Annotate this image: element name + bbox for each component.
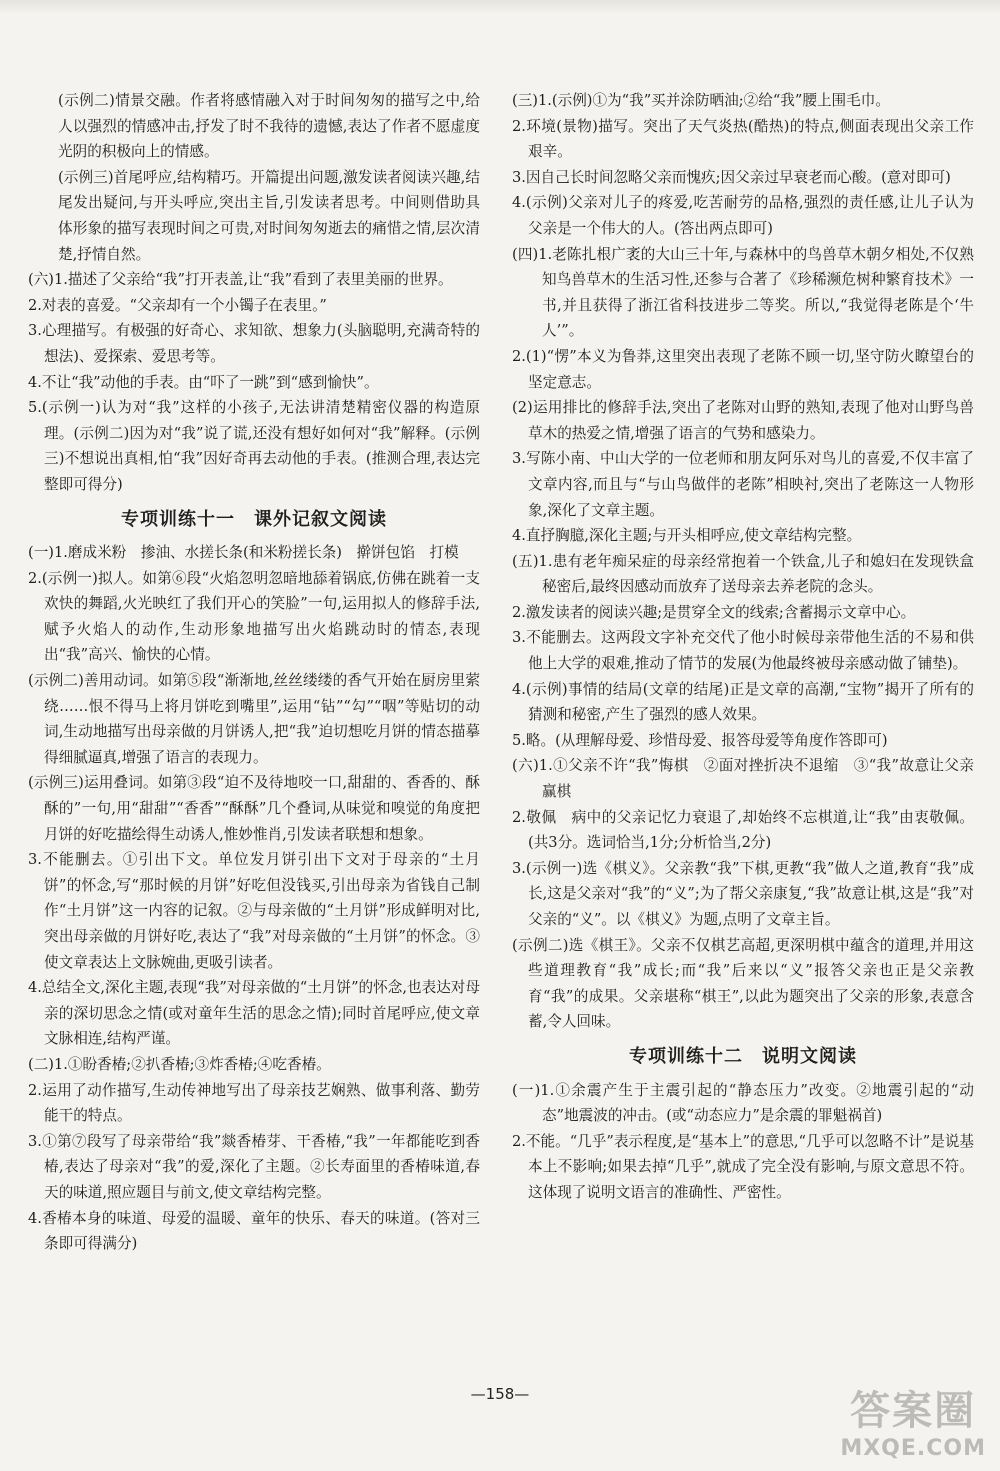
- answer-paragraph: (示例二)选《棋王》。父亲不仅棋艺高超,更深明棋中蕴含的道理,并用这些道理教育“我”成长;而“我”后来以“义”报答父亲也正是父亲教育“我”的成果。父亲堪称“棋王”,以此为题突出了父亲的形象,表意含蓄,令人回味。: [512, 936, 974, 1031]
- scan-edge: [0, 0, 1000, 14]
- right-column: [512, 88, 974, 1206]
- answer-paragraph: 2.环境(景物)描写。突出了天气炎热(酷热)的特点,侧面表现出父亲工作艰辛。: [512, 117, 974, 161]
- watermark-url: MXQE.COM: [840, 1436, 986, 1461]
- section-heading: 专项训练十二 说明文阅读: [629, 1045, 857, 1067]
- answer-paragraph: (六)1.描述了父亲给“我”打开表盖,让“我”看到了表里美丽的世界。: [28, 271, 453, 289]
- answer-paragraph: 3.因自己长时间忽略父亲而愧疚;因父亲过早衰老而心酸。(意对即可): [512, 168, 951, 186]
- answer-paragraph: 4.(示例)父亲对儿子的疼爱,吃苦耐劳的品格,强烈的责任感,让儿子认为父亲是一个伟大的人。(答出两点即可): [512, 194, 974, 237]
- answer-paragraph: 3.心理描写。有极强的好奇心、求知欲、想象力(头脑聪明,充满奇特的想法)、爱探索、爱思考等。: [28, 322, 480, 365]
- answer-paragraph: 5.(示例一)认为对“我”这样的小孩子,无法讲清楚精密仪器的构造原理。(示例二)因为对“我”说了谎,还没有想好如何对“我”解释。(示例三)不想说出真相,怕“我”因好奇再去动他的手表。(推测合理,表达完整即可得分): [28, 399, 480, 493]
- answer-paragraph: 2.敬佩 病中的父亲记忆力衰退了,却始终不忘棋道,让“我”由衷敬佩。(共3分。选词恰当,1分;分析恰当,2分): [512, 808, 974, 852]
- answer-paragraph: 2.对表的喜爱。“父亲却有一个小镯子在表里。”: [28, 296, 327, 314]
- answer-paragraph: (示例二)善用动词。如第⑤段“渐渐地,丝丝缕缕的香气开始在厨房里萦绕……恨不得马上将月饼吃到嘴里”,运用“钻”“勾”“咽”等贴切的动词,生动地描写出母亲做的月饼诱人,把“我”迫切想吃月饼的情态描摹得细腻逼真,增强了语言的表现力。: [28, 672, 480, 766]
- answer-paragraph: 2.(示例一)拟人。如第⑥段“火焰忽明忽暗地舔着锅底,仿佛在跳着一支欢快的舞蹈,火光映红了我们开心的笑脸”一句,运用拟人的修辞手法,赋予火焰人的动作,生动形象地描写出火焰跳动时的情态,表现出“我”高兴、愉快的心情。: [28, 569, 480, 664]
- answer-paragraph: 3.写陈小南、中山大学的一位老师和朋友阿乐对鸟儿的喜爱,不仅丰富了文章内容,而且与“与山鸟做伴的老陈”相映衬,突出了老陈这一人物形象,深化了文章主题。: [512, 450, 974, 519]
- page-number: —158—: [470, 1385, 530, 1403]
- answer-paragraph: (二)1.①盼香椿;②扒香椿;③炸香椿;④吃香椿。: [28, 1055, 331, 1073]
- answer-paragraph: 4.不让“我”动他的手表。由“吓了一跳”到“感到愉快”。: [28, 373, 379, 391]
- answer-paragraph: (示例三)首尾呼应,结构精巧。开篇提出问题,激发读者阅读兴趣,结尾发出疑问,与开头呼应,突出主旨,引发读者思考。中间则借助具体形象的描写表现时间之可贵,对时间匆匆逝去的痛惜之情,层次清楚,抒情自然。: [58, 168, 480, 263]
- section-heading: 专项训练十一 课外记叙文阅读: [121, 508, 387, 530]
- answer-paragraph: 4.香椿本身的味道、母爱的温暖、童年的快乐、春天的味道。(答对三条即可得满分): [28, 1209, 480, 1253]
- answer-paragraph: 2.运用了动作描写,生动传神地写出了母亲技艺娴熟、做事利落、勤劳能干的特点。: [28, 1081, 480, 1125]
- answer-paragraph: 3.(示例一)选《棋义》。父亲教“我”下棋,更教“我”做人之道,教育“我”成长,这是父亲对“我”的“义”;为了帮父亲康复,“我”故意让棋,这是“我”对父亲的“义”。以《棋义》为题,点明了文章主旨。: [512, 859, 974, 928]
- answer-paragraph: (示例三)运用叠词。如第③段“迫不及待地咬一口,甜甜的、香香的、酥酥的”一句,用“甜甜”“香香”“酥酥”几个叠词,从味觉和嗅觉的角度把月饼的好吃描绘得生动诱人,惟妙惟肖,引发读者联想和想象。: [28, 774, 480, 843]
- answer-paragraph: (六)1.①父亲不许“我”悔棋 ②面对挫折决不退缩 ③“我”故意让父亲赢棋: [512, 757, 974, 801]
- watermark-logo: [840, 1379, 986, 1461]
- answer-paragraph: 3.不能删去。①引出下文。单位发月饼引出下文对于母亲的“土月饼”的怀念,写“那时候的月饼”好吃但没钱买,引出母亲为省钱自己制作“土月饼”这一内容的记叙。②与母亲做的“土月饼”形成鲜明对比,突出母亲做的月饼好吃,表达了“我”对母亲做的“土月饼”的怀念。③使文章表达上文脉婉曲,更吸引读者。: [28, 851, 480, 971]
- answer-paragraph: (示例二)情景交融。作者将感情融入对于时间匆匆的描写之中,给人以强烈的情感冲击,抒发了时不我待的遗憾,表达了作者不愿虚度光阴的积极向上的情感。: [58, 92, 480, 161]
- answer-paragraph: (三)1.(示例)①为“我”买并涂防晒油;②给“我”腰上围毛巾。: [512, 92, 890, 109]
- answer-paragraph: (四)1.老陈扎根广袤的大山三十年,与森林中的鸟兽草木朝夕相处,不仅熟知鸟兽草木的生活习性,还参与合著了《珍稀濒危树种繁育技术》一书,并且获得了浙江省科技进步二等奖。所以,“我觉得老陈是个‘牛人’”。: [512, 245, 974, 340]
- answer-paragraph: 5.略。(从理解母爱、珍惜母爱、报答母爱等角度作答即可): [512, 731, 888, 749]
- answer-paragraph: 4.(示例)事情的结局(文章的结尾)正是文章的高潮,“宝物”揭开了所有的猜测和秘密,产生了强烈的感人效果。: [512, 680, 974, 724]
- answer-paragraph: (2)运用排比的修辞手法,突出了老陈对山野的熟知,表现了他对山野鸟兽草木的热爱之情,增强了语言的气势和感染力。: [512, 399, 974, 442]
- answer-paragraph: (一)1.磨成米粉 掺油、水搓长条(和米粉搓长条) 擀饼包馅 打模: [28, 544, 459, 562]
- answer-paragraph: 2.激发读者的阅读兴趣;是贯穿全文的线索;含蓄揭示文章中心。: [512, 603, 916, 621]
- watermark-text: 答案圈: [850, 1388, 977, 1434]
- answer-paragraph: 4.直抒胸臆,深化主题;与开头相呼应,使文章结构完整。: [512, 527, 862, 545]
- answer-paragraph: 3.不能删去。这两段文字补充交代了他小时候母亲带他生活的不易和供他上大学的艰难,推动了情节的发展(为他最终被母亲感动做了铺垫)。: [512, 629, 974, 673]
- answer-paragraph: 2.不能。“几乎”表示程度,是“基本上”的意思,“几乎可以忽略不计”是说基本上不影响;如果去掉“几乎”,就成了完全没有影响,与原文意思不符。这体现了说明文语言的准确性、严密性。: [512, 1132, 975, 1201]
- left-column: [28, 88, 480, 1257]
- answer-paragraph: (一)1.①余震产生于主震引起的“静态压力”改变。②地震引起的“动态”地震波的冲击。(或“动态应力”是余震的罪魁祸首): [512, 1081, 974, 1125]
- answer-paragraph: (五)1.患有老年痴呆症的母亲经常抱着一个铁盒,儿子和媳妇在发现铁盒秘密后,最终因感动而放弃了送母亲去养老院的念头。: [512, 552, 974, 596]
- answer-paragraph: 2.(1)“愣”本义为鲁莽,这里突出表现了老陈不顾一切,坚守防火瞭望台的坚定意志。: [512, 347, 974, 391]
- answer-paragraph: 3.①第⑦段写了母亲带给“我”燚香椿芽、干香椿,“我”一年都能吃到香椿,表达了母亲对“我”的爱,深化了主题。②长寿面里的香椿味道,春天的味道,照应题目与前文,使文章结构完整。: [28, 1132, 480, 1201]
- answer-paragraph: 4.总结全文,深化主题,表现“我”对母亲做的“土月饼”的怀念,也表达对母亲的深切思念之情(或对童年生活的思念之情);同时首尾呼应,使文章文脉相连,结构严谨。: [28, 979, 480, 1048]
